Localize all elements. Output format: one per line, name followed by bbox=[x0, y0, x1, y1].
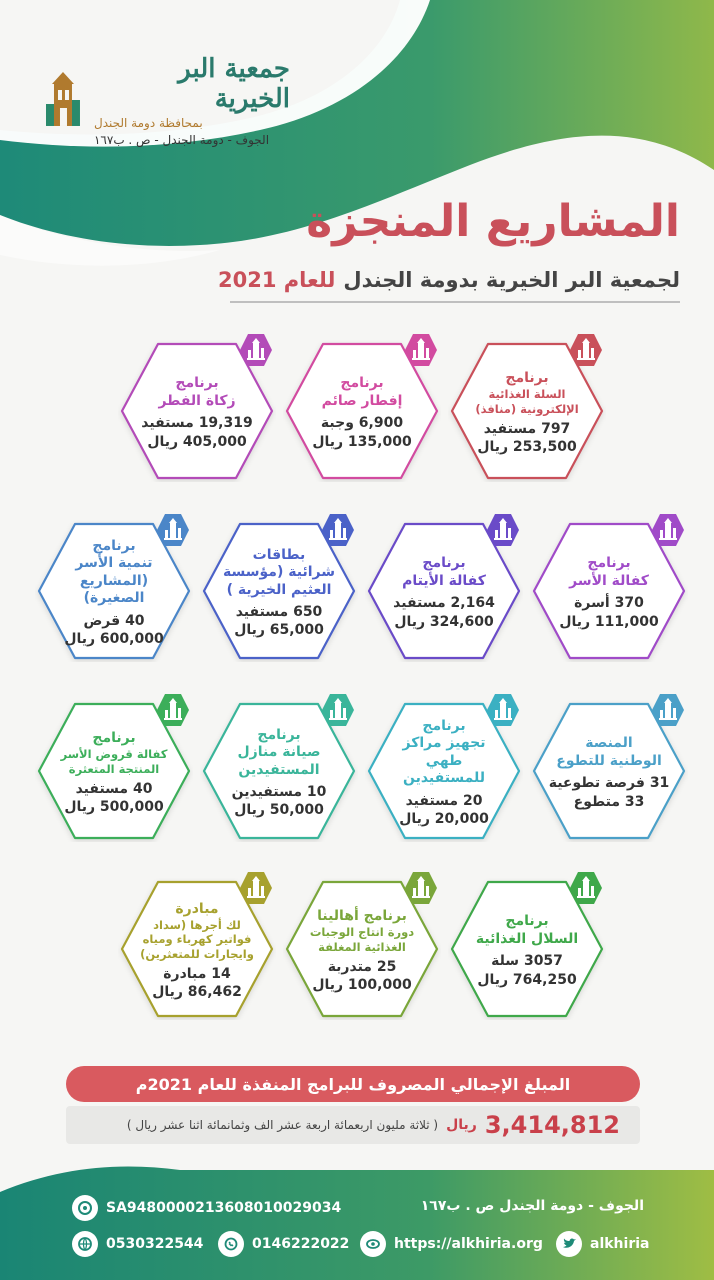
program-count: 3057 سلة bbox=[491, 953, 563, 970]
program-count: 25 متدربة bbox=[327, 958, 397, 975]
program-badge-icon bbox=[485, 512, 521, 548]
program-badge-icon bbox=[320, 692, 356, 728]
program-content bbox=[218, 540, 340, 646]
program-count: 40 قرض bbox=[83, 612, 145, 629]
program-card bbox=[448, 878, 606, 1020]
footer-address: الجوف - دومة الجندل ص . ب١٦٧ bbox=[420, 1198, 644, 1214]
program-badge-icon bbox=[650, 692, 686, 728]
program-card bbox=[530, 520, 688, 662]
program-card bbox=[283, 340, 441, 482]
program-content bbox=[136, 360, 258, 466]
program-card bbox=[448, 340, 606, 482]
program-title: برنامج bbox=[175, 375, 219, 392]
total-box bbox=[66, 1106, 640, 1144]
logo bbox=[40, 55, 290, 145]
program-count: 6,900 وجبة bbox=[320, 415, 404, 432]
program-card bbox=[200, 520, 358, 662]
program-content bbox=[218, 720, 340, 826]
program-content bbox=[548, 540, 670, 646]
program-title: برنامج bbox=[422, 717, 466, 734]
program-amount: 135,000 ريال bbox=[312, 433, 412, 450]
program-count: 10 مستفيدين bbox=[231, 784, 327, 801]
program-content bbox=[136, 898, 258, 1004]
program-amount: 33 متطوع bbox=[573, 793, 645, 810]
program-amount: 764,250 ريال bbox=[477, 971, 577, 988]
program-name: شرائية (مؤسسة العثيم الخيرية ) bbox=[223, 564, 335, 598]
program-count: 2,164 مستفيد bbox=[393, 595, 495, 612]
program-card bbox=[35, 700, 193, 842]
program-title: المنصة bbox=[585, 735, 633, 752]
program-count: 20 مستفيد bbox=[405, 792, 483, 809]
program-amount: 405,000 ريال bbox=[147, 433, 247, 450]
program-title: مبادرة bbox=[175, 900, 219, 917]
program-title: برنامج bbox=[257, 726, 301, 743]
footer-phone1[interactable]: 0530322544 bbox=[72, 1231, 203, 1257]
program-name: تجهيز مراكز طهي للمستفيدين bbox=[402, 735, 486, 787]
footer-website[interactable]: https://alkhiria.org bbox=[360, 1231, 543, 1257]
program-title: برنامج bbox=[92, 537, 136, 554]
program-count: 650 مستفيد bbox=[235, 604, 323, 621]
footer-phone2[interactable]: 0146222022 bbox=[218, 1231, 349, 1257]
subtitle-divider bbox=[230, 301, 680, 303]
program-name: كفالة الأيتام bbox=[402, 572, 486, 589]
twitter-icon bbox=[556, 1231, 582, 1257]
program-badge-icon bbox=[320, 512, 356, 548]
org-city: بمحافظة دومة الجندل bbox=[93, 115, 203, 130]
org-name: جمعية البر الخيرية bbox=[178, 53, 290, 114]
program-card bbox=[283, 878, 441, 1020]
program-title: برنامج bbox=[505, 369, 549, 386]
program-badge-icon bbox=[568, 332, 604, 368]
program-title: برنامج bbox=[505, 913, 549, 930]
program-badge-icon bbox=[238, 870, 274, 906]
program-amount: 111,000 ريال bbox=[559, 613, 659, 630]
program-amount: 324,600 ريال bbox=[394, 613, 494, 630]
program-name: كفالة قروض الأسر المنتجة المتعثرة bbox=[60, 747, 168, 776]
program-content bbox=[383, 717, 505, 827]
footer-background bbox=[0, 1162, 714, 1280]
program-name: دورة انتاج الوجبات الغذائية المغلفة bbox=[309, 925, 415, 954]
program-amount: 20,000 ريال bbox=[399, 811, 489, 827]
program-amount: 50,000 ريال bbox=[234, 802, 324, 819]
program-amount: 253,500 ريال bbox=[477, 439, 577, 456]
program-name: الوطنية للتطوع bbox=[556, 752, 662, 769]
program-count: 797 مستفيد bbox=[483, 420, 571, 437]
page-subtitle bbox=[218, 268, 680, 292]
program-amount: 600,000 ريال bbox=[64, 631, 164, 647]
org-address: الجوف - دومة الجندل - ص . ب١٦٧ bbox=[93, 132, 270, 147]
program-amount: 86,462 ريال bbox=[152, 984, 242, 1001]
program-count: 370 أسرة bbox=[574, 595, 644, 612]
page-title: المشاريع المنجزة bbox=[306, 196, 680, 247]
program-content bbox=[53, 720, 175, 826]
program-badge-icon bbox=[403, 332, 439, 368]
total-currency: ريال bbox=[446, 1117, 477, 1133]
program-title: برنامج bbox=[92, 729, 136, 746]
total-words: ( ثلاثة مليون اربعمائة اربعة عشر الف وثمانمائة اثنا عشر ريال ) bbox=[126, 1118, 439, 1132]
program-content bbox=[466, 898, 588, 1004]
program-name: زكاة الفطر bbox=[158, 392, 236, 409]
program-name: صيانة منازل المستفيدين bbox=[237, 744, 321, 778]
bank-icon bbox=[72, 1195, 98, 1221]
program-badge-icon bbox=[403, 870, 439, 906]
program-title: برنامج bbox=[587, 555, 631, 572]
subtitle-text: لجمعية البر الخيرية بدومة الجندل bbox=[343, 268, 680, 292]
program-content bbox=[53, 537, 175, 647]
program-content bbox=[548, 720, 670, 826]
program-amount: 100,000 ريال bbox=[312, 977, 412, 994]
program-badge-icon bbox=[568, 870, 604, 906]
footer-iban: SA9480000213608010029034 bbox=[72, 1195, 341, 1221]
program-amount: 65,000 ريال bbox=[234, 622, 324, 639]
program-name: السلة الغذائية الإلكترونية (منافذ) bbox=[475, 387, 579, 416]
program-count: 19,319 مستفيد bbox=[141, 415, 253, 432]
program-amount: 500,000 ريال bbox=[64, 799, 164, 816]
phone-icon bbox=[72, 1231, 98, 1257]
program-card bbox=[118, 340, 276, 482]
program-content bbox=[301, 898, 423, 1004]
program-name: السلال الغذائية bbox=[475, 930, 579, 947]
program-badge-icon bbox=[238, 332, 274, 368]
program-content bbox=[466, 360, 588, 466]
program-badge-icon bbox=[650, 512, 686, 548]
program-name: لك أجرها (سداد فواتير كهرباء ومياه وايجارات للمتعثرين) bbox=[140, 918, 254, 961]
program-title: بطاقات bbox=[252, 546, 306, 563]
program-badge-icon bbox=[155, 692, 191, 728]
program-badge-icon bbox=[155, 512, 191, 548]
program-card bbox=[118, 878, 276, 1020]
program-title: برنامج أهالينا bbox=[317, 907, 407, 924]
total-label: المبلغ الإجمالي المصروف للبرامج المنفذة للعام 2021م bbox=[66, 1066, 640, 1102]
whatsapp-icon bbox=[218, 1231, 244, 1257]
program-card bbox=[365, 520, 523, 662]
program-title: برنامج bbox=[340, 375, 384, 392]
web-icon bbox=[360, 1231, 386, 1257]
program-name: إفطار صائم bbox=[321, 392, 403, 409]
building-icon bbox=[40, 70, 86, 130]
program-count: 14 مبادرة bbox=[163, 966, 231, 983]
program-card bbox=[200, 700, 358, 842]
program-name: تنمية الأسر (المشاريع الصغيرة) bbox=[75, 555, 153, 607]
program-count: 40 مستفيد bbox=[75, 780, 153, 797]
program-card bbox=[35, 520, 193, 662]
program-card bbox=[365, 700, 523, 842]
total-amount: 3,414,812 bbox=[484, 1111, 620, 1139]
subtitle-year: للعام 2021 bbox=[217, 268, 336, 292]
program-content bbox=[301, 360, 423, 466]
program-name: كفالة الأسر bbox=[569, 572, 649, 589]
program-count: 31 فرصة تطوعية bbox=[548, 775, 670, 792]
program-card bbox=[530, 700, 688, 842]
footer-twitter[interactable]: alkhiria bbox=[556, 1231, 649, 1257]
program-title: برنامج bbox=[422, 555, 466, 572]
program-content bbox=[383, 540, 505, 646]
program-badge-icon bbox=[485, 692, 521, 728]
